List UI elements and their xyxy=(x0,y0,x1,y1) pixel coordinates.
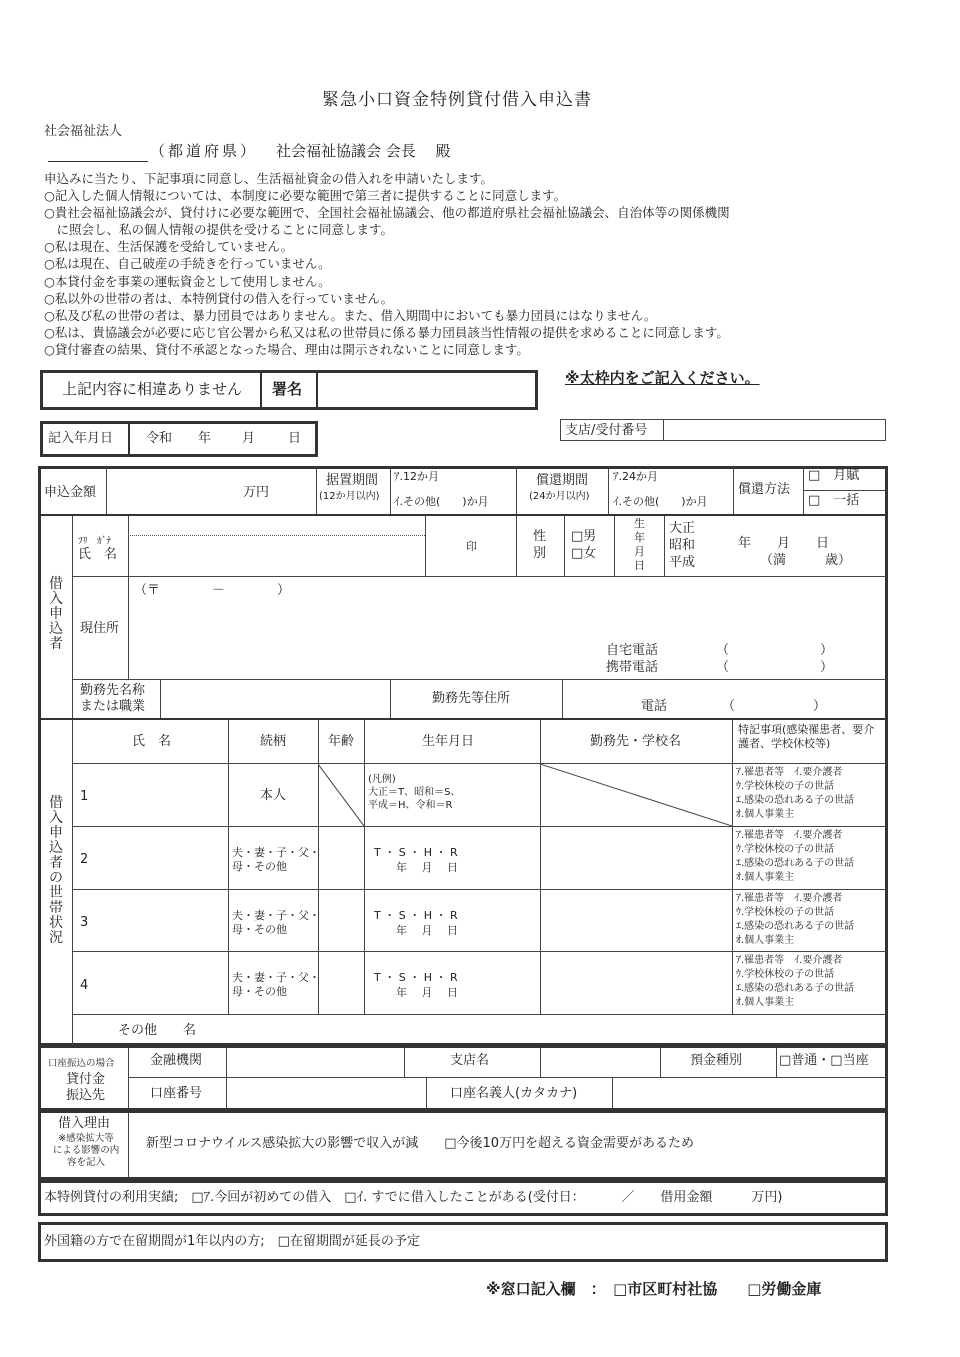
entry-date-month: 月 xyxy=(242,431,256,446)
repay-sub: (24か月以内) xyxy=(529,491,590,502)
work-phone-field[interactable]: （ ） xyxy=(722,699,827,714)
confirm-text: 上記内容に相違ありません xyxy=(62,380,243,398)
grace-sub: (12か月以内) xyxy=(319,491,380,502)
household-others[interactable]: その他 名 xyxy=(118,1023,197,1038)
entry-date-label: 記入年月日 xyxy=(48,431,114,446)
bank-account-no-label: 口座番号 xyxy=(150,1086,203,1101)
bank-label: 貸付金 振込先 xyxy=(66,1072,106,1103)
office-use-text: ※窓口記入欄 ： □市区町村社協 □労働金庫 xyxy=(486,1280,822,1298)
household-row-no: 2 xyxy=(80,852,89,867)
signature-label: 署名 xyxy=(272,380,303,398)
row1-work-diagonal xyxy=(540,764,732,826)
birth-ymd: 年 月 日 xyxy=(738,536,830,551)
declaration-line: ○私は現在、生活保護を受給していません。 xyxy=(44,239,294,255)
furigana-field[interactable] xyxy=(130,518,422,534)
branch-receipt-label: 支店/受付番号 xyxy=(565,423,648,438)
entry-date-year: 年 xyxy=(198,431,212,446)
bank-institution-label: 金融機関 xyxy=(150,1053,203,1068)
repay-option-a[interactable]: ｱ.24か月 xyxy=(613,470,658,483)
declaration-line: ○貴社会福祉協議会が、貸付けに必要な範囲で、全国社会福祉協議会、他の都道府県社会福祉協議会、自治体等の関係機関 xyxy=(44,205,730,221)
household-row-name-field[interactable] xyxy=(90,766,224,824)
declaration-line: ○貸付審査の結果、貸付不承認となった場合、理由は開示されないことに同意します。 xyxy=(44,341,529,357)
household-row-relation[interactable]: 夫・妻・子・父・ 母・その他 xyxy=(232,846,320,873)
bank-holder-label: 口座名義人(カタカナ) xyxy=(450,1086,578,1101)
household-section-label: 借入申込者の世帯状況 xyxy=(49,795,63,946)
notice-text: ※太枠内をご記入ください。 xyxy=(565,369,760,387)
household-row-age-field[interactable] xyxy=(320,954,362,1012)
work-name-field[interactable] xyxy=(162,682,388,716)
usage-text[interactable]: 本特例貸付の利用実績; □ｱ.今回が初めての借入 □ｲ. すでに借入したことがある(受付日： ／ 借用金額 万円) xyxy=(44,1190,783,1205)
household-row-no: 3 xyxy=(80,915,89,930)
amount-unit: 万円 xyxy=(243,485,270,500)
name-label: 氏 名 xyxy=(78,547,118,562)
household-row-notes[interactable]: ｱ.罹患者等 ｲ.要介護者 ｳ.学校休校の子の世話 ｴ.感染の恐れある子の世話 ｵ.個人事業主 xyxy=(736,893,855,946)
household-row-work-field[interactable] xyxy=(542,829,730,887)
household-row-birth[interactable]: T ・ S ・ H ・ R 年 月 日 xyxy=(374,909,458,937)
bank-institution-field[interactable] xyxy=(228,1049,402,1075)
declaration-line: 申込みに当たり、下記事項に同意し、生活福祉資金の借入れを申請いたします。 xyxy=(44,171,494,186)
declarations xyxy=(44,170,730,358)
household-row-work-field[interactable] xyxy=(542,892,730,949)
work-address-label: 勤務先等住所 xyxy=(432,691,511,706)
amount-field[interactable] xyxy=(110,470,240,510)
household-row-name-field[interactable] xyxy=(90,829,224,887)
repay-label: 償還期間 xyxy=(536,473,589,488)
bank-branch-label: 支店名 xyxy=(450,1053,490,1068)
sex-options[interactable]: □男 □女 xyxy=(571,529,597,561)
household-row-age-field[interactable] xyxy=(320,829,362,887)
sex-label: 性 別 xyxy=(533,529,547,561)
row1-age-diagonal xyxy=(318,764,364,826)
household-header-notes: 特記事項(感染罹患者、要介護者、学校休校等) xyxy=(738,723,875,750)
furigana-label: ﾌﾘ ｶﾞﾅ xyxy=(78,536,112,547)
birth-eras[interactable]: 大正 昭和 平成 xyxy=(669,521,696,570)
household-header-age: 年齢 xyxy=(328,734,355,749)
grace-label: 据置期間 xyxy=(326,473,379,488)
council-label: 社会福祉協議会 会長 殿 xyxy=(276,142,451,160)
household-row-work-field[interactable] xyxy=(542,954,730,1012)
household-header-name: 氏 名 xyxy=(132,734,172,749)
work-phone-label: 電話 xyxy=(641,699,668,714)
address-field[interactable] xyxy=(134,602,874,638)
prefecture-blank-line xyxy=(48,161,148,162)
reason-text[interactable]: 新型コロナウイルス感染拡大の影響で収入が減 □今後10万円を超える資金需要があるため xyxy=(146,1136,695,1151)
home-phone-field[interactable]: （ ） xyxy=(716,643,834,658)
declaration-line: ○私以外の世帯の者は、本特例貸付の借入を行っていません。 xyxy=(44,290,394,306)
household-header-relation: 続柄 xyxy=(260,734,287,749)
household-header-birth: 生年月日 xyxy=(422,734,475,749)
household-row-notes[interactable]: ｱ.罹患者等 ｲ.要介護者 ｳ.学校休校の子の世話 ｴ.感染の恐れある子の世話 ｵ.個人事業主 xyxy=(736,955,855,1008)
reason-label: 借入理由 xyxy=(58,1116,111,1131)
postal-code[interactable]: （〒 － ） xyxy=(134,583,291,598)
name-field[interactable] xyxy=(130,538,422,574)
household-row-name-field[interactable] xyxy=(90,954,224,1012)
household-row-notes[interactable]: ｱ.罹患者等 ｲ.要介護者 ｳ.学校休校の子の世話 ｴ.感染の恐れある子の世話 ｵ.個人事業主 xyxy=(736,830,855,883)
declaration-line: ○私は現在、自己破産の手続きを行っていません。 xyxy=(44,256,331,272)
home-phone-label: 自宅電話 xyxy=(606,643,659,658)
declaration-line: ○私は、貴協議会が必要に応じ官公署から私又は私の世帯員に係る暴力団員該当性情報の提供を求めることに同意します。 xyxy=(44,324,729,340)
foreign-text[interactable]: 外国籍の方で在留期間が1年以内の方; □在留期間が延長の予定 xyxy=(44,1234,420,1249)
work-name-label: 勤務先名称 または職業 xyxy=(80,683,146,714)
declaration-line: ○私及び私の世帯の者は、暴力団員ではありません。また、借入期間中においても暴力団員にはなりません。 xyxy=(44,307,657,323)
bank-type-options[interactable]: □普通・□当座 xyxy=(779,1053,869,1068)
entry-date-era: 令和 xyxy=(146,431,173,446)
age-label: （満 歳） xyxy=(760,553,852,568)
bank-holder-field[interactable] xyxy=(614,1079,884,1107)
signature-field[interactable] xyxy=(320,374,534,406)
household-row-birth[interactable]: T ・ S ・ H ・ R 年 月 日 xyxy=(374,971,458,999)
declaration-line: ○記入した個人情報については、本制度に必要な範囲で第三者に提供することに同意します。 xyxy=(44,188,567,204)
household-row-no: 1 xyxy=(80,789,89,804)
bank-type-label: 預金種別 xyxy=(690,1053,743,1068)
prefecture-label: （都道府県） xyxy=(150,142,259,160)
method-option-lump[interactable]: □ 一括 xyxy=(808,493,860,508)
household-row-birth-legend: (凡例) 大正＝T、昭和＝S、 平成＝H、令和＝R xyxy=(368,774,461,811)
mobile-phone-label: 携帯電話 xyxy=(606,660,659,675)
entry-date-day: 日 xyxy=(288,431,302,446)
form-title: 緊急小口資金特例貸付借入申込書 xyxy=(322,90,592,110)
reason-label-sub: ※感染拡大等 による影響の内 容を記入 xyxy=(52,1133,120,1168)
method-label: 償還方法 xyxy=(738,482,791,497)
household-row-name-field[interactable] xyxy=(90,892,224,949)
household-row-no: 4 xyxy=(80,978,89,993)
household-row-relation[interactable]: 夫・妻・子・父・ 母・その他 xyxy=(232,909,320,936)
corp-label: 社会福祉法人 xyxy=(44,124,123,139)
work-address-field[interactable] xyxy=(564,682,884,700)
bank-branch-field[interactable] xyxy=(542,1049,658,1075)
mobile-phone-field[interactable]: （ ） xyxy=(716,660,834,675)
method-option-monthly[interactable]: □ 月賦 xyxy=(808,468,860,483)
address-label: 現住所 xyxy=(80,621,120,636)
household-row-notes[interactable]: ｱ.罹患者等 ｲ.要介護者 ｳ.学校休校の子の世話 ｴ.感染の恐れある子の世話 ｵ.個人事業主 xyxy=(736,767,855,820)
grace-option-b[interactable]: ｲ.その他( )か月 xyxy=(394,495,489,508)
household-row-relation: 本人 xyxy=(260,788,287,803)
household-row-age-field[interactable] xyxy=(320,892,362,949)
bank-account-no-field[interactable] xyxy=(228,1079,424,1107)
grace-option-a[interactable]: ｱ.12か月 xyxy=(394,470,439,483)
bank-label-small: 口座振込の場合 xyxy=(48,1058,115,1069)
repay-option-b[interactable]: ｲ.その他( )か月 xyxy=(613,495,708,508)
household-row-relation[interactable]: 夫・妻・子・父・ 母・その他 xyxy=(232,971,320,998)
amount-label: 申込金額 xyxy=(44,485,97,500)
applicant-section-label: 借入申込者 xyxy=(49,576,63,652)
declaration-line: ○本貸付金を事業の運転資金として使用しません。 xyxy=(44,273,331,289)
branch-receipt-field[interactable] xyxy=(666,421,884,439)
seal-mark: 印 xyxy=(466,540,477,553)
household-header-work: 勤務先・学校名 xyxy=(590,734,682,749)
declaration-line: に照会し、私の個人情報の提供を受けることに同意します。 xyxy=(44,222,394,238)
household-row-birth[interactable]: T ・ S ・ H ・ R 年 月 日 xyxy=(374,846,458,874)
birth-label: 生 年 月 日 xyxy=(634,517,645,572)
